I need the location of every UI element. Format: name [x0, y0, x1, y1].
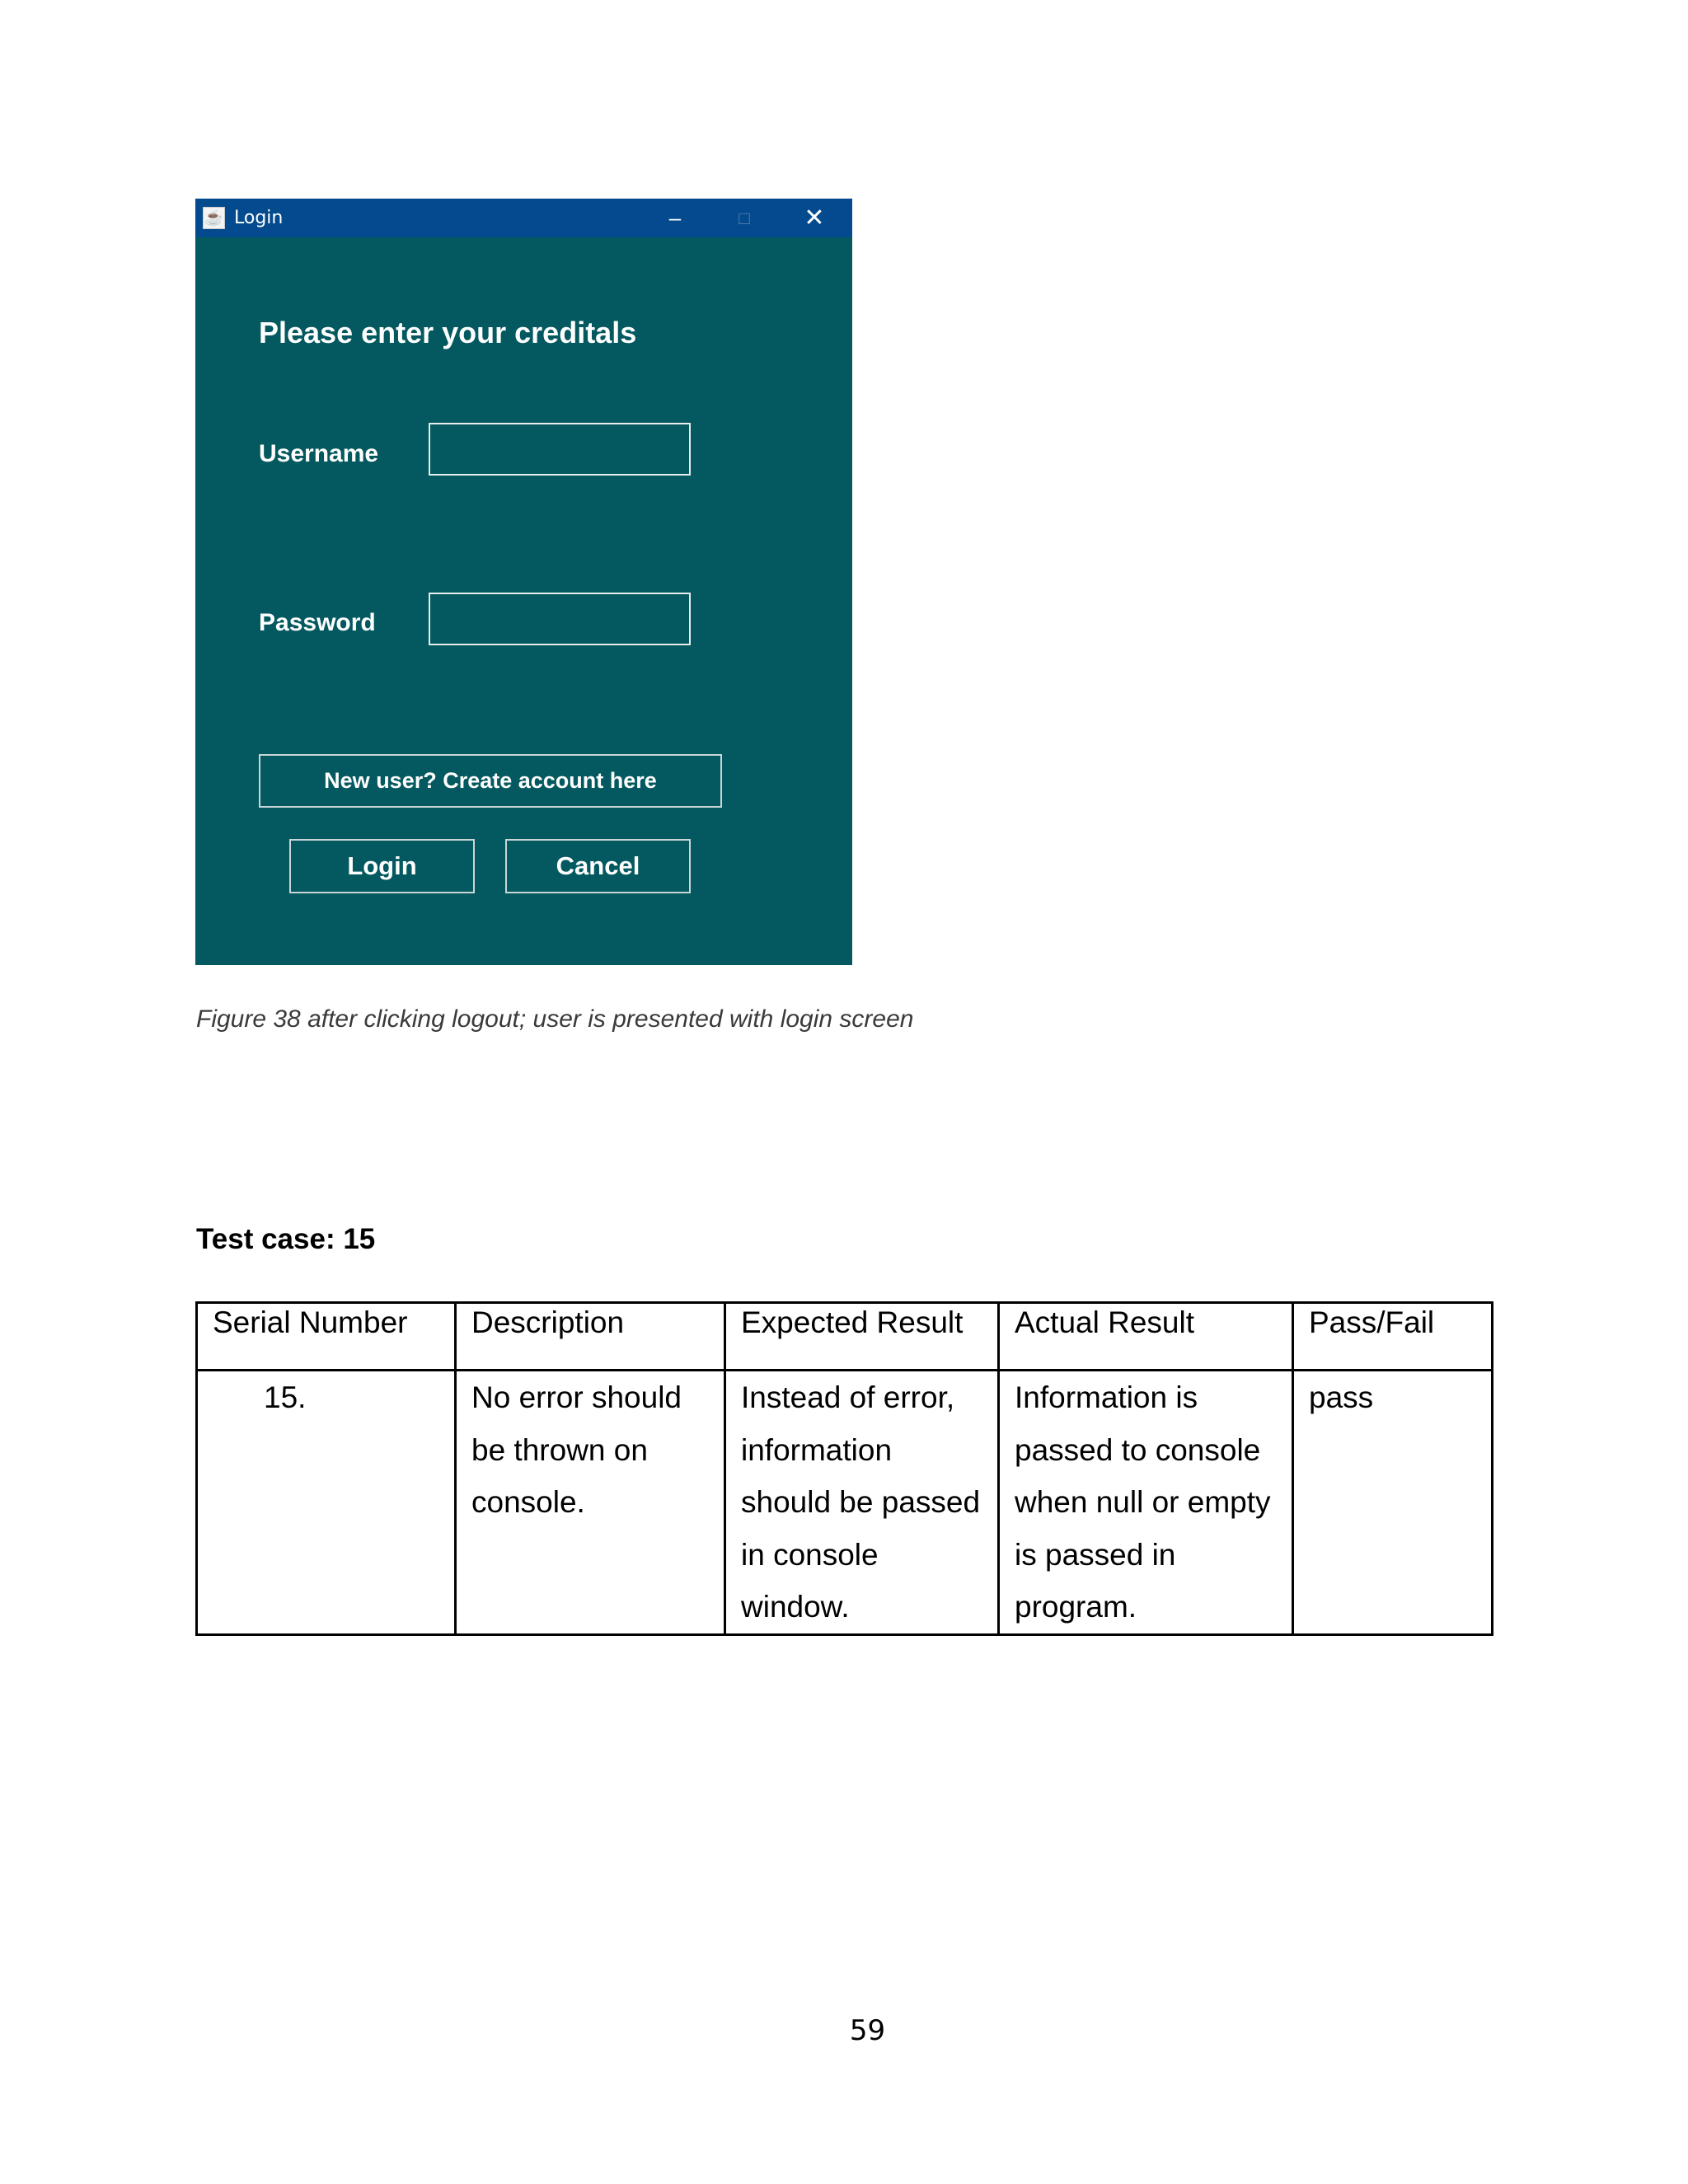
header-actual-result: Actual Result — [999, 1303, 1293, 1371]
description-line: console. — [471, 1485, 585, 1519]
close-button[interactable]: ✕ — [804, 204, 825, 232]
minimize-button[interactable]: – — [668, 205, 682, 230]
test-case-title: Test case: 15 — [196, 1223, 376, 1255]
actual-line: program. — [1015, 1590, 1137, 1624]
actual-line: is passed in — [1015, 1537, 1176, 1572]
username-field[interactable] — [429, 423, 691, 476]
expected-line: information — [741, 1432, 893, 1467]
login-button[interactable]: Login — [289, 839, 475, 893]
table-header-row — [197, 1303, 1493, 1371]
expected-line: should be passed — [741, 1485, 981, 1519]
expected-line: Instead of error, — [741, 1380, 955, 1414]
maximize-button[interactable]: □ — [738, 208, 750, 228]
create-account-button[interactable]: New user? Create account here — [259, 754, 722, 808]
actual-line: when null or empty — [1015, 1485, 1271, 1519]
window-titlebar — [195, 199, 852, 237]
header-description: Description — [456, 1303, 725, 1371]
java-app-icon: ☕ — [203, 207, 225, 229]
cell-description — [456, 1371, 725, 1635]
table-row — [197, 1371, 1493, 1635]
expected-line: window. — [741, 1590, 850, 1624]
cell-result — [1293, 1371, 1493, 1635]
description-line: No error should — [471, 1380, 682, 1414]
header-expected-result: Expected Result — [725, 1303, 999, 1371]
password-field[interactable] — [429, 593, 691, 645]
cancel-button[interactable]: Cancel — [505, 839, 691, 893]
description-line: be thrown on — [471, 1432, 648, 1467]
expected-line: in console — [741, 1537, 879, 1572]
username-label: Username — [259, 440, 379, 467]
login-window-screenshot — [195, 199, 852, 965]
actual-line: Information is — [1015, 1380, 1198, 1414]
test-case-table — [195, 1301, 1493, 1636]
login-heading: Please enter your creditals — [259, 316, 637, 349]
cell-expected — [725, 1371, 999, 1635]
cell-serial — [197, 1371, 456, 1635]
password-label: Password — [259, 609, 376, 636]
serial-value: 15. — [264, 1380, 307, 1414]
result-value: pass — [1309, 1380, 1374, 1414]
header-serial-number: Serial Number — [197, 1303, 456, 1371]
actual-line: passed to console — [1015, 1432, 1261, 1467]
page-number: 59 — [849, 2014, 886, 2047]
header-pass-fail: Pass/Fail — [1293, 1303, 1493, 1371]
cell-actual — [999, 1371, 1293, 1635]
figure-caption: Figure 38 after clicking logout; user is presented with login screen — [196, 1005, 914, 1033]
window-title: Login — [234, 208, 284, 228]
